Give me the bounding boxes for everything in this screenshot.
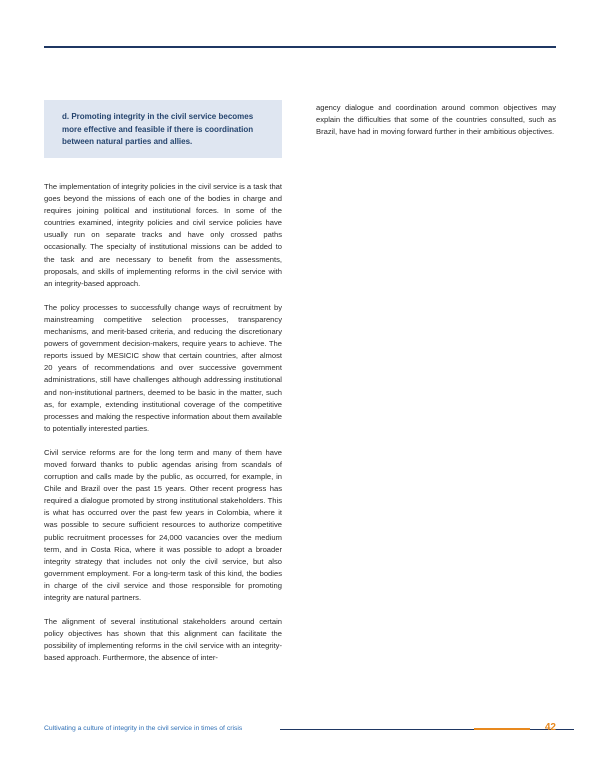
highlight-text: d. Promoting integrity in the civil service becomes more effective and feasible if there is coordination between natural parties and allies. [62, 112, 254, 146]
body-paragraph-3: Civil service reforms are for the long term and many of them have moved forward thanks to public agendas arising from scandals of corruption and calls made by the public, as occurred, for example, in Chile and Brazil over the past 15 years. Other recent progress has required a dialogue promoted by strong institutional stakeholders. This is what has occurred over the past few years in Colombia, where it was possible to secure sufficient resources to authorize competitive public recruitment processes for 24,000 vacancies over the medium term, and in Costa Rica, where it was possible to adopt a broader integrity strategy that includes not only the civil service, but also government employment. For a long-term task of this kind, the bodies in charge of the civil service and those responsible for promoting integrity are natural partners. [44, 447, 282, 602]
footer-title: Cultivating a culture of integrity in the civil service in times of crisis [44, 725, 243, 732]
footer-accent-rule [474, 728, 530, 730]
header-rule [44, 46, 556, 48]
page-footer [44, 724, 556, 736]
body-paragraph-1: The implementation of integrity policies in the civil service is a task that goes beyond the missions of each one of the bodies in charge and requires joining political and institutional forces. In some of the countries examined, integrity policies and civil service policies have usually run on separate tracks and have only crossed paths occasionally. The specialty of institutional missions can be added to the task and are necessary to benefit from the assessments, proposals, and skills of implementing reforms in the civil service with an integrity-based approach. [44, 182, 282, 288]
body-paragraph-4: The alignment of several institutional stakeholders around certain policy objectives has shown that this alignment can facilitate the possibility of implementing reforms in the civil service with an integrity-based approach. Furthermore, the absence of inter- [44, 617, 282, 663]
body-paragraph-5: agency dialogue and coordination around common objectives may explain the difficulties that some of the countries consulted, such as Brazil, have had in moving forward further in their ambitious objectives. [316, 103, 556, 137]
page-number: 42 [544, 722, 556, 733]
left-column [44, 181, 282, 676]
body-paragraph-2: The policy processes to successfully change ways of recruitment by mainstreaming competitive selection processes, transparency mechanisms, and merit-based criteria, and reducing the discretionary powers of government decision-makers, require years to achieve. The reports issued by MESICIC show that certain countries, after almost 20 years of recommendations and over successive government administrations, still have challenges although addressing institutional and non-institutional partners, deemed to be basic in the matter, such as, for example, extending institutional coverage of the competitive processes and making the respective information about them available to potentially interested parties. [44, 302, 282, 433]
highlight-box [44, 100, 282, 158]
right-column [316, 102, 556, 150]
